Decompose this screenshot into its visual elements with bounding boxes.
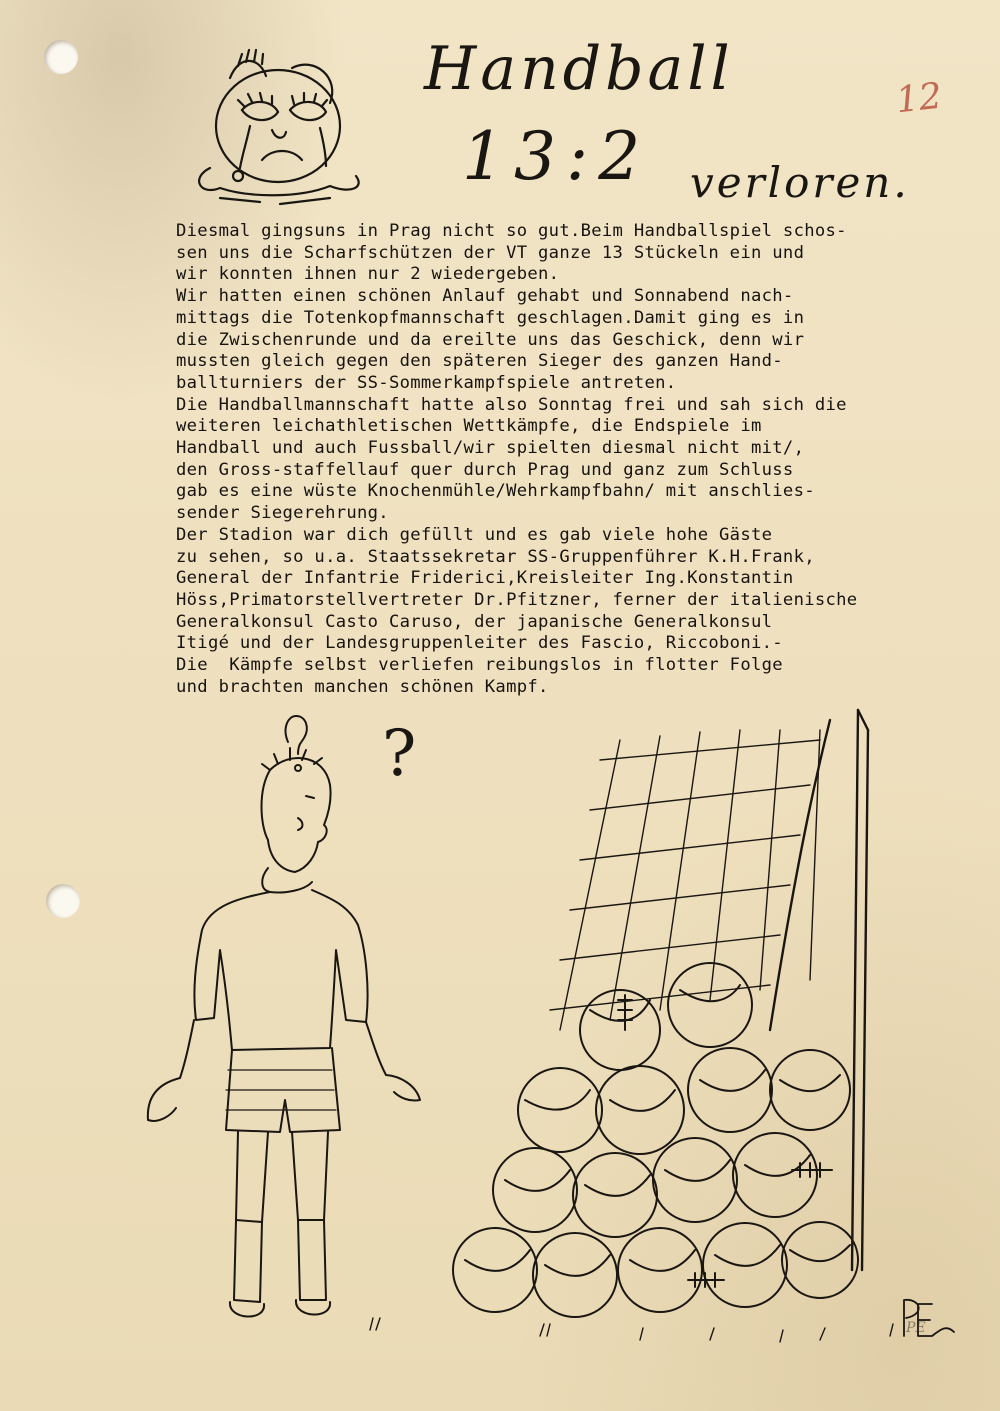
text-line: Diesmal gingsuns in Prag nicht so gut.Beim Handballspiel schos- [176, 221, 847, 241]
text-line: Der Stadion war dich gefüllt und es gab viele hohe Gäste [176, 524, 773, 545]
article-body [176, 221, 956, 698]
text-line: Wir hatten einen schönen Anlauf gehabt und Sonnabend nach- [176, 286, 794, 307]
text-line: sender Siegerehrung. [176, 503, 389, 524]
page-number: 12 [893, 75, 944, 122]
text-line: gab es eine wüste Knochenmühle/Wehrkampfbahn/ mit anschlies- [176, 481, 815, 502]
text-line: Handball und auch Fussball/wir spielten diesmal nicht mit/, [176, 438, 805, 459]
text-line: Generalkonsul Casto Caruso, der japanische Generalkonsul [176, 611, 773, 632]
text-line: zu sehen, so u.a. Staatssekretar SS-Gruppenführer K.H.Frank, [176, 546, 815, 567]
headline-title: Handball [424, 34, 734, 104]
text-line: Die Kämpfe selbst verliefen reibungslos in flotter Folge [176, 655, 783, 676]
headline-result: verloren. [690, 158, 910, 207]
text-line: mittags die Totenkopfmannschaft geschlagen.Damit ging es in [176, 307, 805, 328]
question-mark: ? [382, 717, 417, 791]
goal-net [550, 730, 820, 1030]
text-line: wir konnten ihnen nur 2 wiedergeben. [176, 264, 560, 285]
text-line: ballturniers der SS-Sommerkampfspiele antreten. [176, 372, 677, 393]
crying-face-doodle [180, 48, 370, 218]
text-line: Höss,Primatorstellvertreter Dr.Pfitzner, ferner der italienische [176, 589, 858, 610]
text-line: General der Infantrie Friderici,Kreisleiter Ing.Konstantin [176, 568, 794, 589]
cartoon-illustration [120, 700, 970, 1390]
text-line: mussten gleich gegen den späteren Sieger des ganzen Hand- [176, 351, 783, 372]
ball-pile [453, 963, 858, 1317]
punch-hole-bottom [46, 884, 80, 918]
text-line: Itigé und der Landesgruppenleiter des Fascio, Riccoboni.- [176, 633, 783, 654]
text-line: Die Handballmannschaft hatte also Sonntag frei und sah sich die [176, 394, 847, 415]
text-line: weiteren leichathletischen Wettkämpfe, die Endspiele im [176, 416, 762, 437]
player-figure [148, 716, 420, 1317]
headline-score: 13:2 [462, 118, 651, 195]
goal-post [770, 710, 868, 1270]
text-line: und brachten manchen schönen Kampf. [176, 676, 549, 697]
punch-hole-top [44, 40, 78, 74]
text-line: sen uns die Scharfschützen der VT ganze 13 Stückeln ein und [176, 242, 805, 263]
text-line: den Gross-staffellauf quer durch Prag und ganz zum Schluss [176, 459, 794, 480]
signature-text: PE [906, 1320, 926, 1336]
text-line: die Zwischenrunde und da ereilte uns das Geschick, denn wir [176, 329, 805, 350]
